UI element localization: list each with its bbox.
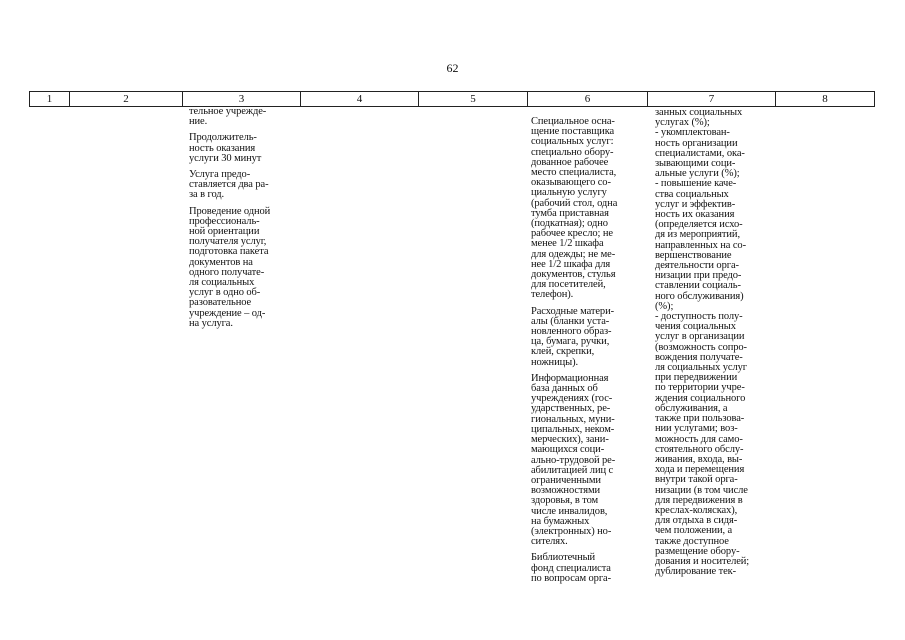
column-7-paragraph: занных социальных услугах (%); - укомплектован- ность организации специалистами, ока- зывающими соци- альные услуги (%); - повышение каче- ства социальных услуг и эффектив- ность их оказания (определяется исхо- дя из мероприятий, направленных на со- вершенствование деятельности орга- низации при предо- ставлении социаль- ного обслуживания) (%); - доступность полу- чения социальных услуг в организации (возможность сопро- вождения получате- ля социальных услуг при передвижении по территории учре- ждения социального обслуживания, а также при пользова- нии услугами; воз- можность для само- стоятельного обслу- живания, входа, вы- хода и перемещения внутри такой орга- низации (в том числе для передвижения в креслах-колясках), для отдыха в сидя- чем положении, а также доступное размещение обору- дования и носителей; дублирование тек- [655, 107, 750, 578]
column-3-paragraph-2: Продолжитель- ность оказания услуги 30 минут [189, 132, 262, 164]
header-cell-3: 3 [183, 92, 301, 106]
header-cell-2: 2 [70, 92, 183, 106]
header-cell-6: 6 [528, 92, 648, 106]
column-7-text [655, 108, 773, 577]
column-6-paragraph-3: Информационная база данных об учреждениях (гос- ударственных, ре- гиональных, муни- ципальных, неком- мерческих), зани- мающихся соци- ально-трудовой ре- абилитацией лиц с ограниченными возможностями здоровья, в том числе инвалидов, на бумажных (электронных) но- сителях. [531, 372, 616, 548]
column-3-paragraph-4: Проведение одной профессиональ- ной ориентации получателя услуг, подготовка пакета документов на одного получате- ля социальных услуг в одно об- разовательное учреждение – од- на услуга. [189, 205, 271, 329]
header-cell-1: 1 [30, 92, 70, 106]
header-cell-8: 8 [822, 93, 828, 105]
column-3-paragraph-3: Услуга предо- ставляется два ра- за в год. [189, 169, 269, 201]
page-number: 62 [446, 61, 459, 75]
header-cell-4: 4 [301, 92, 419, 106]
column-6-paragraph-4: Библиотечный фонд специалиста по вопросам орга- [531, 552, 611, 584]
header-cell-7: 7 [648, 92, 776, 106]
column-6-text [531, 117, 635, 590]
header-cell-5: 5 [419, 92, 528, 106]
table-header-row [29, 91, 875, 107]
column-6-paragraph-1: Специальное осна- щение поставщика социальных услуг: специально обору- дованное рабочее место специалиста, оказывающего со- циальную услугу (рабочий стол, одна тумба приставная (подкатная); одно рабочее кресло; не менее 1/2 шкафа для одежды; не ме- нее 1/2 шкафа для документов, стулья для посетителей, телефон). [531, 116, 618, 301]
column-3-paragraph-1: тельное учрежде- ние. [189, 106, 267, 128]
column-3-text [189, 107, 295, 335]
column-6-paragraph-2: Расходные матери- алы (бланки уста- новленного образ- ца, бумага, ручки, клей, скрепки, ножницы). [531, 305, 614, 368]
